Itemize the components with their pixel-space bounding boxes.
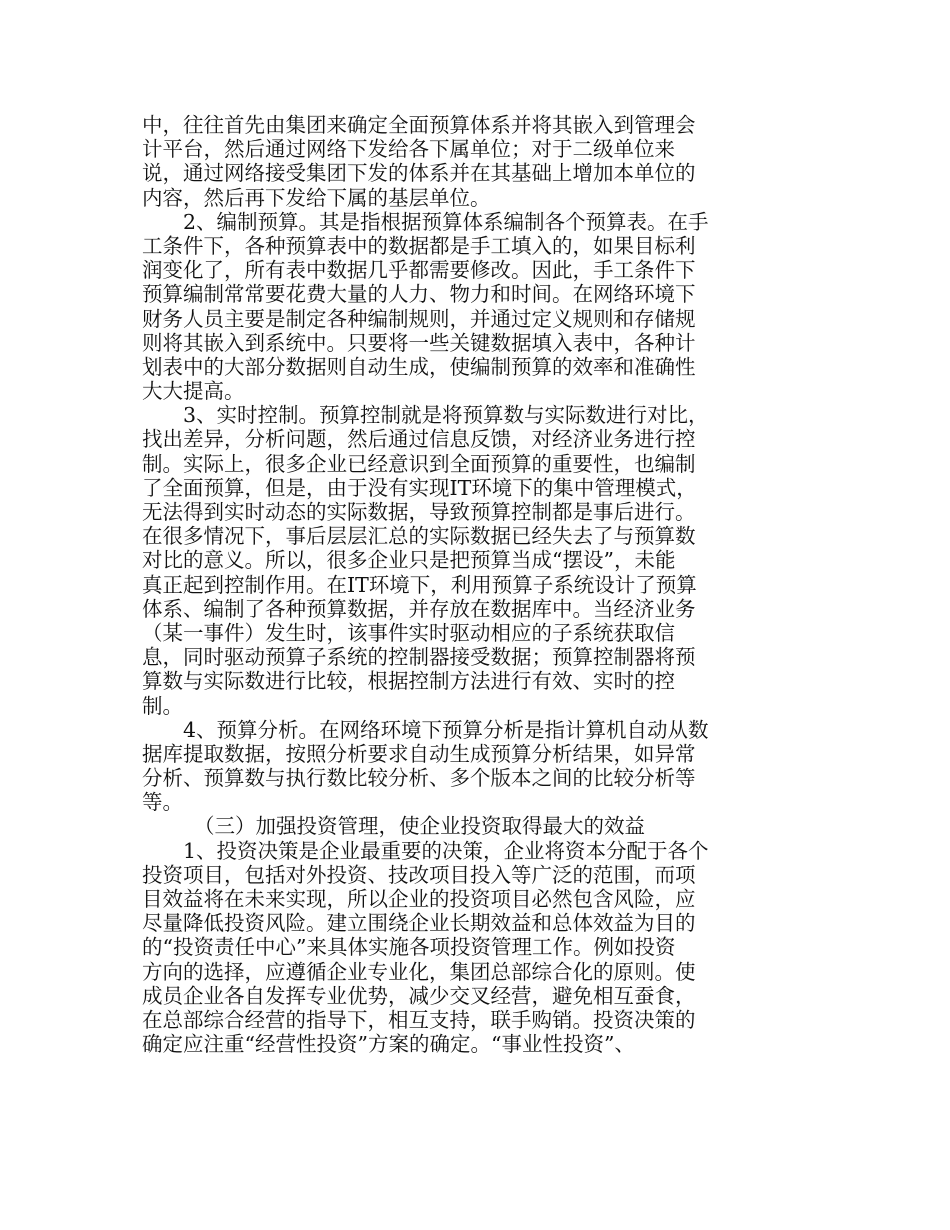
text-line: （某一事件）发生时，该事件实时驱动相应的子系统获取信	[142, 620, 675, 645]
text-line: 大大提高。	[142, 379, 245, 404]
text-line: 润变化了，所有表中数据几乎都需要修改。因此，手工条件下	[142, 258, 696, 283]
text-line: 预算编制常常要花费大量的人力、物力和时间。在网络环境下	[142, 282, 696, 307]
text-line: 方向的选择，应遵循企业专业化，集团总部综合化的原则。使	[142, 959, 696, 984]
text-line: 等。	[142, 790, 183, 815]
text-line: 财务人员主要是制定各种编制规则，并通过定义规则和存储规	[142, 306, 696, 331]
text-line: 计平台，然后通过网络下发给各下属单位；对于二级单位来	[142, 137, 675, 162]
text-line: 算数与实际数进行比较，根据控制方法进行有效、实时的控	[142, 669, 675, 694]
text-line: 的“投资责任中心”来具体实施各项投资管理工作。例如投资	[142, 935, 676, 960]
section-heading: （三）加强投资管理，使企业投资取得最大的效益	[194, 814, 645, 839]
text-line: 了全面预算，但是，由于没有实现IT环境下的集中管理模式，	[142, 475, 697, 500]
text-line: 中，往往首先由集团来确定全面预算体系并将其嵌入到管理会	[142, 113, 696, 137]
text-line: 划表中的大部分数据则自动生成，使编制预算的效率和准确性	[142, 354, 696, 379]
text-line: 体系、编制了各种预算数据，并存放在数据库中。当经济业务	[142, 596, 696, 621]
text-line: 1、投资决策是企业最重要的决策，企业将资本分配于各个	[183, 838, 709, 863]
text-line: 制。	[142, 693, 183, 718]
text-line: 成员企业各自发挥专业优势，减少交叉经营，避免相互蚕食，	[142, 983, 696, 1008]
text-line: 目效益将在未来实现，所以企业的投资项目必然包含风险，应	[142, 887, 696, 911]
text-line: 对比的意义。所以，很多企业只是把预算当成“摆设”，未能	[142, 548, 676, 573]
text-line: 真正起到控制作用。在IT环境下，利用预算子系统设计了预算	[142, 572, 697, 597]
text-line: 4、预算分析。在网络环境下预算分析是指计算机自动从数	[183, 717, 709, 742]
text-line: 无法得到实时动态的实际数据，导致预算控制都是事后进行。	[142, 500, 696, 524]
text-line: 据库提取数据，按照分析要求自动生成预算分析结果，如异常	[142, 741, 696, 766]
text-line: 息，同时驱动预算子系统的控制器接受数据；预算控制器将预	[142, 645, 696, 670]
text-line: 内容，然后再下发给下属的基层单位。	[142, 185, 491, 210]
text-line: 3、实时控制。预算控制就是将预算数与实际数进行对比，	[183, 403, 709, 428]
text-line: 制。实际上，很多企业已经意识到全面预算的重要性，也编制	[142, 451, 696, 476]
text-line: 说，通过网络接受集团下发的体系并在其基础上增加本单位的	[142, 161, 696, 186]
text-line: 在很多情况下，事后层层汇总的实际数据已经失去了与预算数	[142, 524, 696, 549]
text-line: 尽量降低投资风险。建立围绕企业长期效益和总体效益为目的	[142, 911, 696, 936]
text-line: 2、编制预算。其是指根据预算体系编制各个预算表。在手	[183, 209, 709, 234]
text-line: 在总部综合经营的指导下，相互支持，联手购销。投资决策的	[142, 1007, 696, 1032]
text-line: 分析、预算数与执行数比较分析、多个版本之间的比较分析等	[142, 766, 696, 791]
body-text	[142, 113, 742, 1056]
text-line: 投资项目，包括对外投资、技改项目投入等广泛的范围，而项	[142, 862, 696, 887]
text-line: 则将其嵌入到系统中。只要将一些关键数据填入表中，各种计	[142, 330, 696, 355]
text-line: 工条件下，各种预算表中的数据都是手工填入的，如果目标利	[142, 233, 696, 258]
text-line: 找出差异，分析问题，然后通过信息反馈，对经济业务进行控	[142, 427, 696, 452]
text-line: 确定应注重“经营性投资”方案的确定。“事业性投资”、	[142, 1032, 635, 1057]
